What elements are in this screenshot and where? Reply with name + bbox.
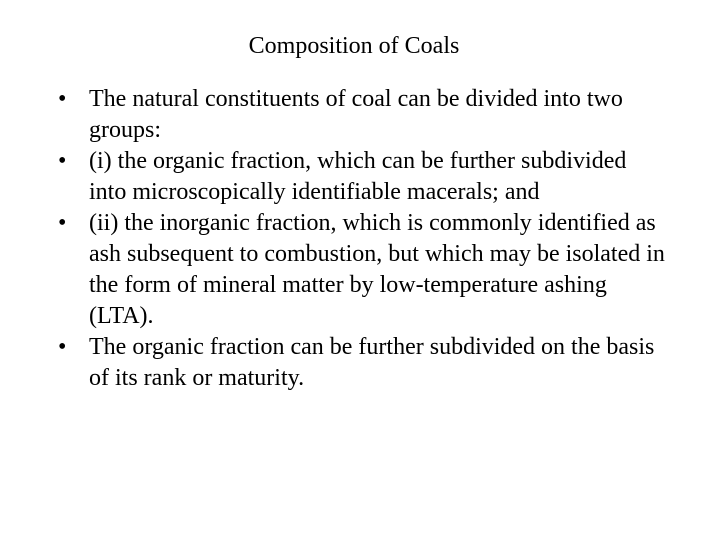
bullet-text: The organic fraction can be further subdivided on the basis of its rank or maturity. bbox=[89, 334, 655, 391]
slide-title: Composition of Coals bbox=[248, 33, 460, 59]
bullet-list bbox=[58, 84, 668, 394]
bullet-marker: • bbox=[58, 86, 67, 112]
bullet-item bbox=[58, 84, 668, 146]
bullet-marker: • bbox=[58, 148, 67, 174]
bullet-item bbox=[58, 146, 668, 208]
bullet-marker: • bbox=[58, 334, 67, 360]
bullet-text: (i) the organic fraction, which can be further subdivided into microscopically identifiable macerals; and bbox=[89, 148, 627, 205]
bullet-text: The natural constituents of coal can be divided into two groups: bbox=[89, 86, 623, 143]
bullet-item bbox=[58, 332, 668, 394]
bullet-marker: • bbox=[58, 210, 67, 236]
bullet-text: (ii) the inorganic fraction, which is commonly identified as ash subsequent to combustion, but which may be isolated in the form of mineral matter by low-temperature ashing (LTA). bbox=[89, 210, 665, 329]
bullet-item bbox=[58, 208, 668, 332]
